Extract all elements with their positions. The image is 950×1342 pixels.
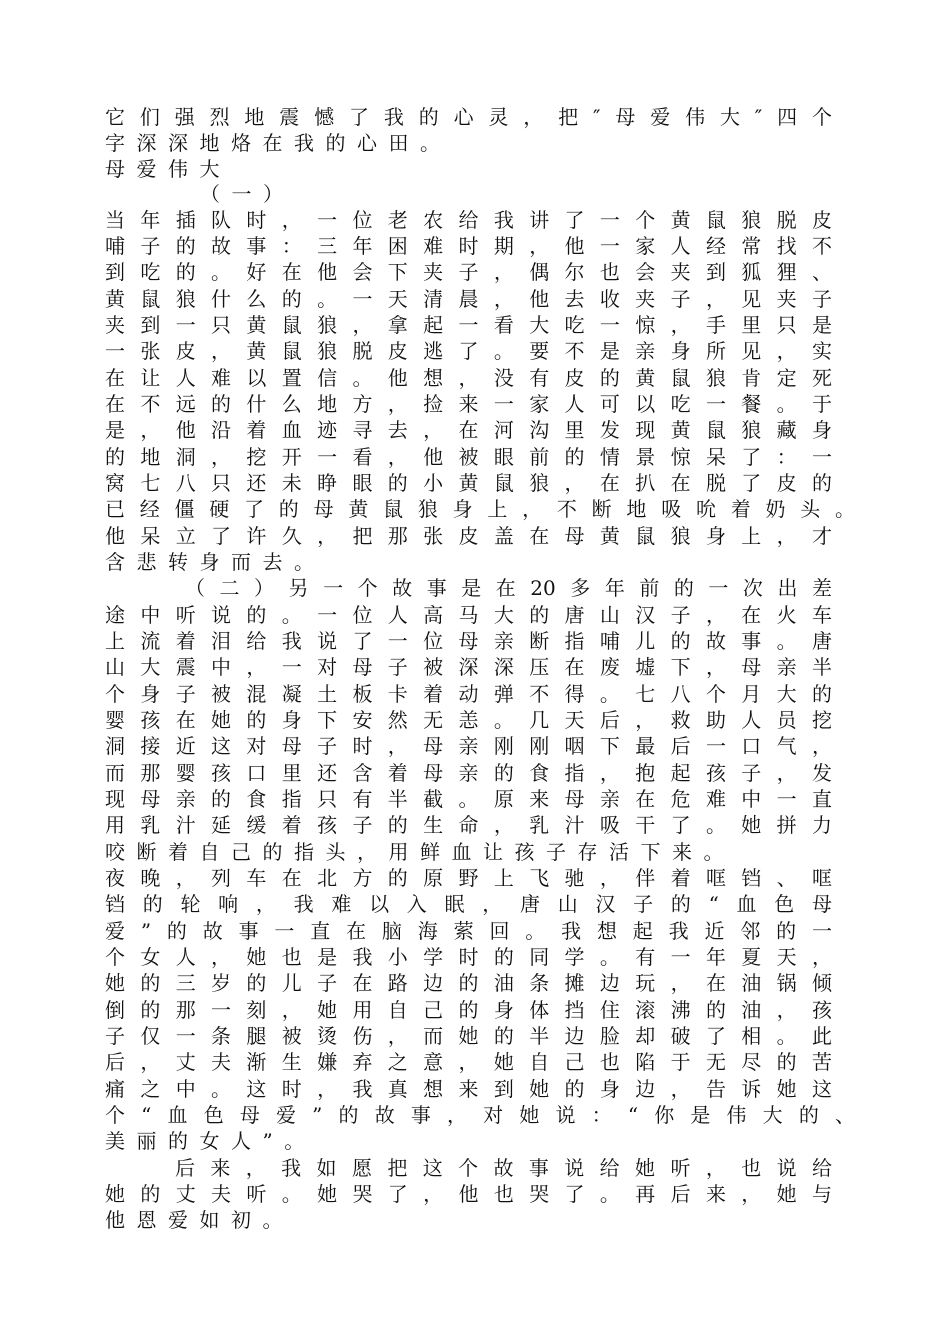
- section-heading: （一）: [200, 182, 295, 206]
- paragraph-line: 用乳汁延缓着孩子的生命，乳汁吸干了。她拼力: [105, 813, 832, 837]
- paragraph-line: 咬断着自己的指头，用鲜血让孩子存活下来。: [105, 840, 735, 864]
- intro-line: 它们强烈地震憾了我的心灵，把″母爱伟大″四个: [105, 105, 832, 129]
- paragraph-line: 而那婴孩口里还含着母亲的食指，抱起孩子，发: [105, 761, 832, 785]
- paragraph-line: 的地洞，挖开一看，他被眼前的情景惊呆了：一: [105, 445, 832, 469]
- paragraph-line: 倒的那一刻，她用自己的身体挡住滚沸的油，孩: [105, 998, 832, 1022]
- document-title: 母爱伟大: [105, 157, 231, 181]
- paragraph-line: 婴孩在她的身下安然无恙。几天后，救助人员挖: [105, 708, 832, 732]
- paragraph-line: 窝七八只还未睁眼的小黄鼠狼，在扒在脱了皮的: [105, 471, 832, 495]
- paragraph-line: 痛之中。这时，我真想来到她的身边，告诉她这: [105, 1077, 832, 1101]
- paragraph-line: 到吃的。好在他会下夹子，偶尔也会夹到狐狸、: [105, 260, 832, 284]
- paragraph-line: 个“血色母爱”的故事，对她说：“你是伟大的、: [105, 1103, 855, 1127]
- paragraph-line: 含悲转身而去。: [105, 550, 326, 574]
- paragraph-line: 当年插队时，一位老农给我讲了一个黄鼠狼脱皮: [105, 208, 832, 232]
- paragraph-line: 个女人，她也是我小学时的同学。有一年夏天，: [105, 945, 832, 969]
- paragraph-line: 美丽的女人”。: [105, 1129, 316, 1153]
- paragraph-line: 黄鼠狼什么的。一天清晨，他去收夹子，见夹子: [105, 287, 832, 311]
- paragraph-line: 现母亲的食指只有半截。原来母亲在危难中一直: [105, 787, 832, 811]
- paragraph-line: 上流着泪给我说了一位母亲断指哺儿的故事。唐: [105, 629, 832, 653]
- paragraph-line: 夹到一只黄鼠狼，拿起一看大吃一惊，手里只是: [105, 313, 832, 337]
- paragraph-line: 哺子的故事：三年困难时期，他一家人经常找不: [105, 234, 832, 258]
- paragraph-line: 山大震中，一对母子被深深压在废墟下，母亲半: [105, 655, 832, 679]
- paragraph-line: 后，丈夫渐生嫌弃之意，她自己也陷于无尽的苦: [105, 1050, 832, 1074]
- paragraph-line: 个身子被混凝土板卡着动弹不得。七八个月大的: [105, 682, 832, 706]
- paragraph-line: 她的丈夫听。她哭了，他也哭了。再后来，她与: [105, 1182, 832, 1206]
- paragraph-line: 在不远的什么地方，捡来一家人可以吃一餐。于: [105, 392, 832, 416]
- paragraph-line: 夜晚，列车在北方的原野上飞驰，伴着哐铛、哐: [105, 866, 832, 890]
- paragraph-line: （二）另一个故事是在20多年前的一次出差: [185, 576, 832, 600]
- paragraph-line: 是，他沿着血迹寻去，在河沟里发现黄鼠狼藏身: [105, 418, 832, 442]
- paragraph-line: 后来，我如愿把这个故事说给她听，也说给: [175, 1156, 832, 1180]
- paragraph-line: 子仅一条腿被烫伤，而她的半边脸却破了相。此: [105, 1024, 832, 1048]
- paragraph-line: 她的三岁的儿子在路边的油条摊边玩，在油锅倾: [105, 971, 832, 995]
- paragraph-line: 已经僵硬了的母黄鼠狼身上，不断地吸吮着奶头。: [105, 497, 855, 521]
- paragraph-line: 爱”的故事一直在脑海萦回。我想起我近邻的一: [105, 919, 832, 943]
- paragraph-line: 洞接近这对母子时，母亲刚刚咽下最后一口气，: [105, 734, 832, 758]
- intro-line: 字深深地烙在我的心田。: [105, 131, 452, 155]
- paragraph-line: 他恩爱如初。: [105, 1208, 294, 1232]
- paragraph-line: 铛的轮响，我难以入眠，唐山汉子的“血色母: [105, 892, 832, 916]
- paragraph-line: 途中听说的。一位人高马大的唐山汉子，在火车: [105, 603, 832, 627]
- paragraph-line: 他呆立了许久，把那张皮盖在母黄鼠狼身上，才: [105, 524, 832, 548]
- paragraph-line: 一张皮，黄鼠狼脱皮逃了。要不是亲身所见，实: [105, 339, 832, 363]
- paragraph-line: 在让人难以置信。他想，没有皮的黄鼠狼肯定死: [105, 366, 832, 390]
